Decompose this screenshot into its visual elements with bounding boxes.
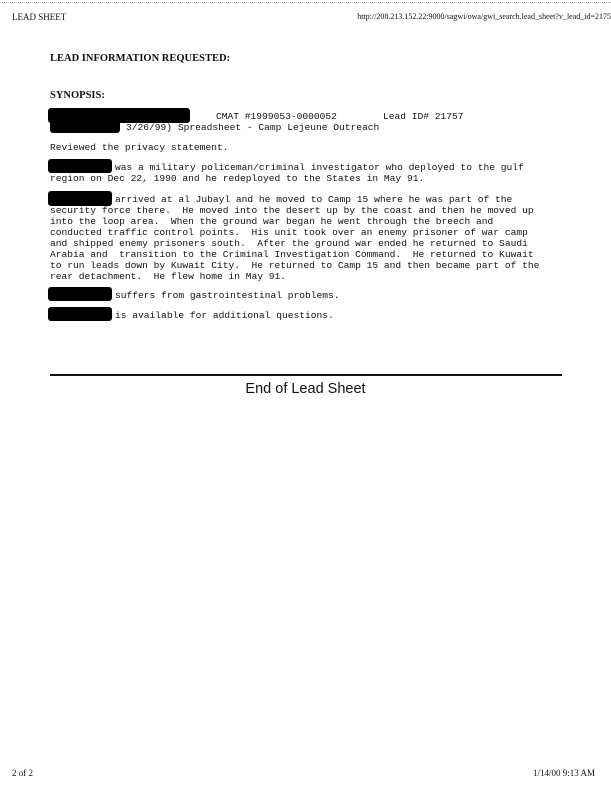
spreadsheet-source-line: 3/26/99) Spreadsheet - Camp Lejeune Outreach: [126, 122, 380, 133]
footer-page-number: 2 of 2: [12, 768, 33, 778]
paragraph-1-line-1: was a military policeman/criminal investigator who deployed to the gulf: [115, 162, 524, 173]
privacy-statement-line: Reviewed the privacy statement.: [50, 142, 229, 153]
paragraph-2-line-1: arrived at al Jubayl and he moved to Camp 15 where he was part of the: [115, 194, 513, 205]
paragraph-1-line-2: region on Dec 22, 1990 and he redeployed to the States in May 91.: [50, 173, 425, 184]
footer-timestamp: 1/14/00 9:13 AM: [532, 768, 595, 778]
cmat-lead-id-line: CMAT #1999053-0000052 Lead ID# 21757: [216, 111, 464, 122]
paragraph-2-body: security force there. He moved into the desert up by the coast and then he moved up into the loop area. When the ground war began he went through the breech and conducted traffic control points. His unit took over an enemy prisoner of war camp and shipped enemy prisoners south. After the ground war ended he returned to Saudi Arabia and transition to the Criminal Investigation Command. He returned to Kuwait to run leads down by Kuwait City. He returned to Camp 15 and then became part of the rear detachment. He flew home in May 91.: [50, 205, 540, 282]
redaction-block: [48, 191, 112, 206]
redaction-block: [48, 159, 112, 173]
redaction-block: [48, 307, 112, 321]
synopsis-heading: SYNOPSIS:: [50, 90, 105, 101]
header-url: http://208.213.152.22:9000/sagwi/owa/gwi_search.lead_sheet?v_lead_id=2175: [357, 12, 611, 21]
end-of-lead-sheet: End of Lead Sheet: [245, 381, 366, 397]
top-border-line: [0, 2, 611, 3]
redaction-block: [50, 121, 120, 133]
end-separator-rule: [50, 374, 562, 376]
paragraph-3: suffers from gastrointestinal problems.: [115, 290, 340, 301]
header-title: LEAD SHEET: [12, 12, 67, 22]
paragraph-4: is available for additional questions.: [115, 310, 334, 321]
redaction-block: [48, 287, 112, 301]
lead-info-heading: LEAD INFORMATION REQUESTED:: [50, 53, 231, 64]
